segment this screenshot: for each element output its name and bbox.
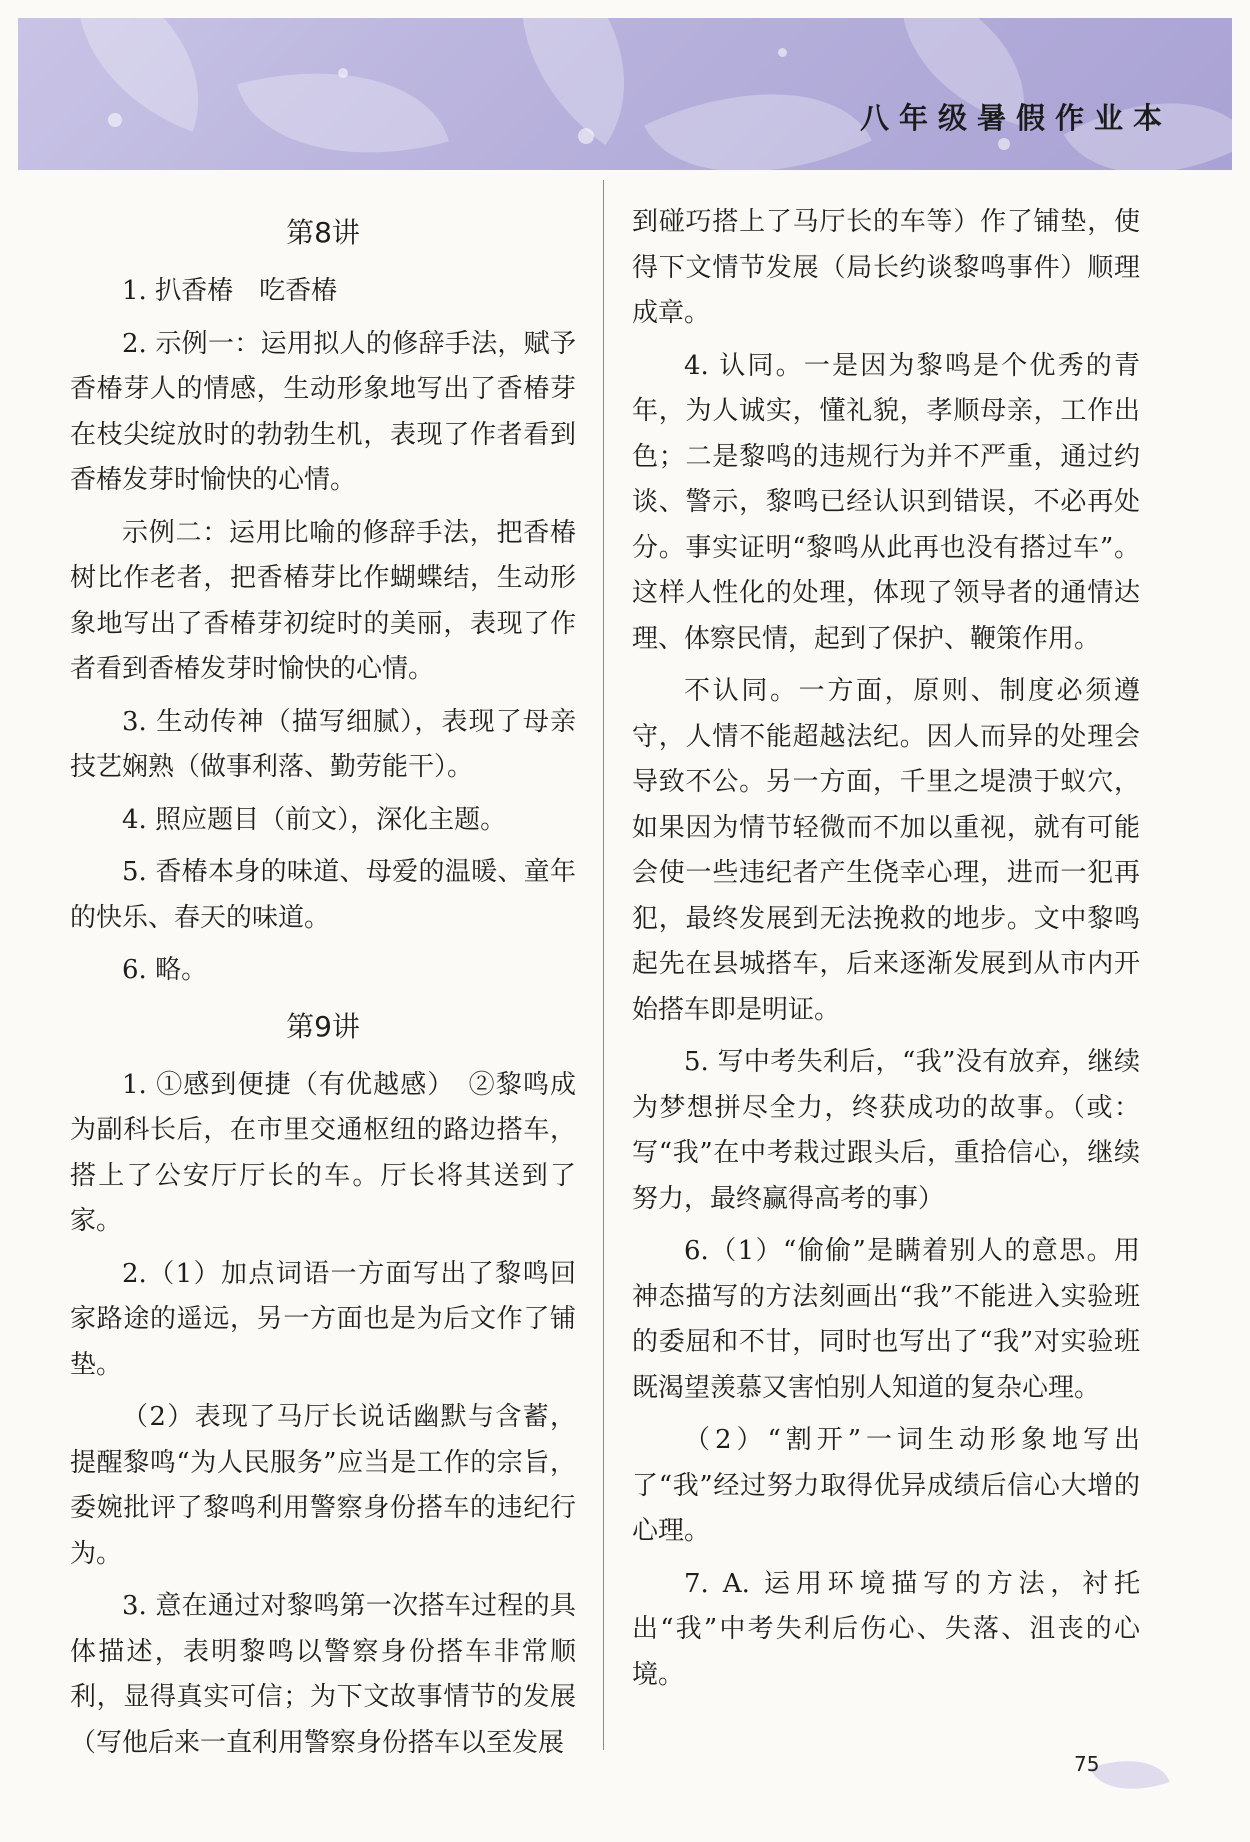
answer-paragraph: 3. 意在通过对黎鸣第一次搭车过程的具体描述，表明黎鸣以警察身份搭车非常顺利，显得真实可信；为下文故事情节的发展（写他后来一直利用警察身份搭车以至发展 (70, 1591, 576, 1758)
leaf-decoration (1090, 1744, 1169, 1806)
answer-paragraph: 示例二：运用比喻的修辞手法，把香椿树比作老者，把香椿芽比作蝴蝶结，生动形象地写出了香椿芽初绽时的美丽，表现了作者看到香椿发芽时愉快的心情。 (70, 517, 576, 684)
answer-paragraph: 5. 香椿本身的味道、母爱的温暖、童年的快乐、春天的味道。 (70, 857, 576, 933)
section-heading: 第9讲 (286, 1009, 360, 1043)
dot-decoration (338, 68, 348, 78)
column-divider (603, 180, 604, 1750)
page-header-title: 八年级暑假作业本 (859, 101, 1172, 135)
page-number: 75 (1074, 1752, 1100, 1776)
leaf-decoration (644, 41, 872, 170)
right-column (632, 200, 1140, 1705)
answer-paragraph: 2. 示例一：运用拟人的修辞手法，赋予香椿芽人的情感，生动形象地写出了香椿芽在枝尖绽放时的勃勃生机，表现了作者看到香椿发芽时愉快的心情。 (70, 328, 576, 495)
answer-paragraph: 7. A. 运用环境描写的方法，衬托出“我”中考失利后伤心、失落、沮丧的心境。 (632, 1568, 1140, 1690)
answer-paragraph: 4. 认同。一是因为黎鸣是个优秀的青年，为人诚实，懂礼貌，孝顺母亲，工作出色；二是黎鸣的违规行为并不严重，通过约谈、警示，黎鸣已经认识到错误，不必再处分。事实证明“黎鸣从此再也没有搭过车”。这样人性化的处理，体现了领导者的通情达理、体察民情，起到了保护、鞭策作用。 (632, 350, 1140, 654)
section-heading: 第8讲 (286, 216, 360, 249)
answer-paragraph: 到碰巧搭上了马厅长的车等）作了铺垫，使得下文情节发展（局长约谈黎鸣事件）顺理成章。 (632, 207, 1140, 328)
answer-paragraph: 6.（1）“偷偷”是瞒着别人的意思。用神态描写的方法刻画出“我”不能进入实验班的委屈和不甘，同时也写出了“我”对实验班既渴望羡慕又害怕别人知道的复杂心理。 (632, 1236, 1140, 1403)
answer-paragraph: 1. 扒香椿 吃香椿 (122, 276, 338, 306)
answer-paragraph: 3. 生动传神（描写细腻），表现了母亲技艺娴熟（做事利落、勤劳能干）。 (70, 706, 576, 782)
dot-decoration (778, 48, 787, 57)
header-banner (18, 18, 1232, 170)
answer-paragraph: 2.（1）加点词语一方面写出了黎鸣回家路途的遥远，另一方面也是为后文作了铺垫。 (70, 1258, 576, 1380)
dot-decoration (108, 113, 122, 127)
dot-decoration (998, 138, 1010, 150)
dot-decoration (578, 128, 594, 144)
answer-paragraph: （2）“割开”一词生动形象地写出了“我”经过努力取得优异成绩后信心大增的心理。 (632, 1425, 1140, 1546)
leaf-decoration (237, 35, 449, 170)
answer-paragraph: 5. 写中考失利后，“我”没有放弃，继续为梦想拼尽全力，终获成功的故事。（或：写“我”在中考栽过跟头后，重拾信心，继续努力，最终赢得高考的事） (632, 1047, 1140, 1214)
answer-paragraph: 1. ①感到便捷（有优越感） ②黎鸣成为副科长后，在市里交通枢纽的路边搭车，搭上了公安厅厅长的车。厅长将其送到了家。 (70, 1069, 576, 1236)
answer-paragraph: 不认同。一方面，原则、制度必须遵守，人情不能超越法纪。因人而异的处理会导致不公。另一方面，千里之堤溃于蚁穴，如果因为情节轻微而不加以重视，就有可能会使一些违纪者产生侥幸心理，进而一犯再犯，最终发展到无法挽救的地步。文中黎鸣起先在县城搭车，后来逐渐发展到从市内开始搭车即是明证。 (632, 676, 1140, 1025)
left-column (70, 200, 576, 1773)
answer-paragraph: 4. 照应题目（前文），深化主题。 (122, 804, 507, 835)
answer-paragraph: 6. 略。 (122, 955, 208, 985)
leaf-decoration (42, 18, 233, 132)
answer-paragraph: （2）表现了马厅长说话幽默与含蓄，提醒黎鸣“为人民服务”应当是工作的宗旨，委婉批评了黎鸣利用警察身份搭车的违纪行为。 (70, 1402, 576, 1569)
